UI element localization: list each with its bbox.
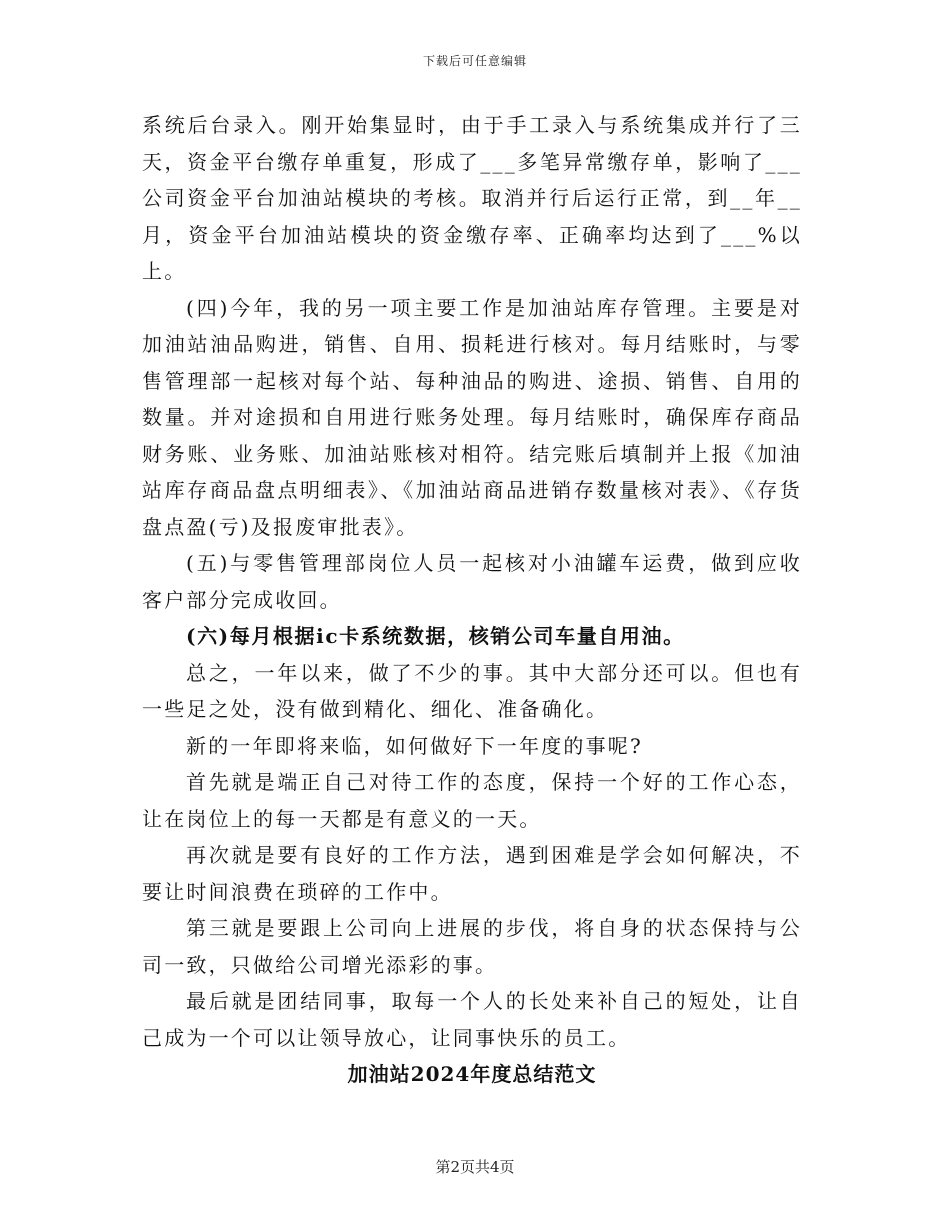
paragraph-ic-card: (六)每月根据ic卡系统数据，核销公司车量自用油。 [186, 624, 685, 648]
paragraph-progress: 第三就是要跟上公司向上进展的步伐，将自身的状态保持与公司一致，只做给公司增光添彩的事。 [142, 916, 802, 977]
paragraph-freight: (五)与零售管理部岗位人员一起核对小油罐车运费，做到应收客户部分完成收回。 [142, 551, 802, 612]
paragraph-attitude: 首先就是端正自己对待工作的态度，保持一个好的工作心态，让在岗位上的每一天都是有意义的一天。 [142, 770, 802, 831]
paragraph-teamwork: 最后就是团结同事，取每一个人的长处来补自己的短处，让自己成为一个可以让领导放心，让同事快乐的员工。 [142, 989, 802, 1050]
paragraph-summary: 总之，一年以来，做了不少的事。其中大部分还可以。但也有一些足之处，没有做到精化、细化、准备确化。 [142, 660, 802, 721]
paragraph-new-year: 新的一年即将来临，如何做好下一年度的事呢? [186, 733, 643, 758]
paragraph-method: 再次就是要有良好的工作方法，遇到困难是学会如何解决，不要让时间浪费在琐碎的工作中。 [142, 843, 802, 904]
page-header: 下载后可任意编辑 [422, 54, 527, 68]
section-title: 加油站2024年度总结范文 [347, 1062, 597, 1086]
paragraph-continuation: 系统后台录入。刚开始集显时，由于手工录入与系统集成并行了三天，资金平台缴存单重复，形成了___多笔异常缴存单，影响了___公司资金平台加油站模块的考核。取消并行后运行正常，到__年__月，资金平台加油站模块的资金缴存率、正确率均达到了___%以上。 [142, 113, 802, 283]
paragraph-inventory: (四)今年，我的另一项主要工作是加油站库存管理。主要是对加油站油品购进，销售、自用、损耗进行核对。每月结账时，与零售管理部一起核对每个站、每种油品的购进、途损、销售、自用的数量。并对途损和自用进行账务处理。每月结账时，确保库存商品财务账、业务账、加油站账核对相符。结完账后填制并上报《加油站库存商品盘点明细表》、《加油站商品进销存数量核对表》、《存货盘点盈(亏)及报废审批表》。 [142, 295, 802, 539]
document-body [142, 107, 802, 1093]
page-footer: 第2页共4页 [435, 1158, 515, 1176]
